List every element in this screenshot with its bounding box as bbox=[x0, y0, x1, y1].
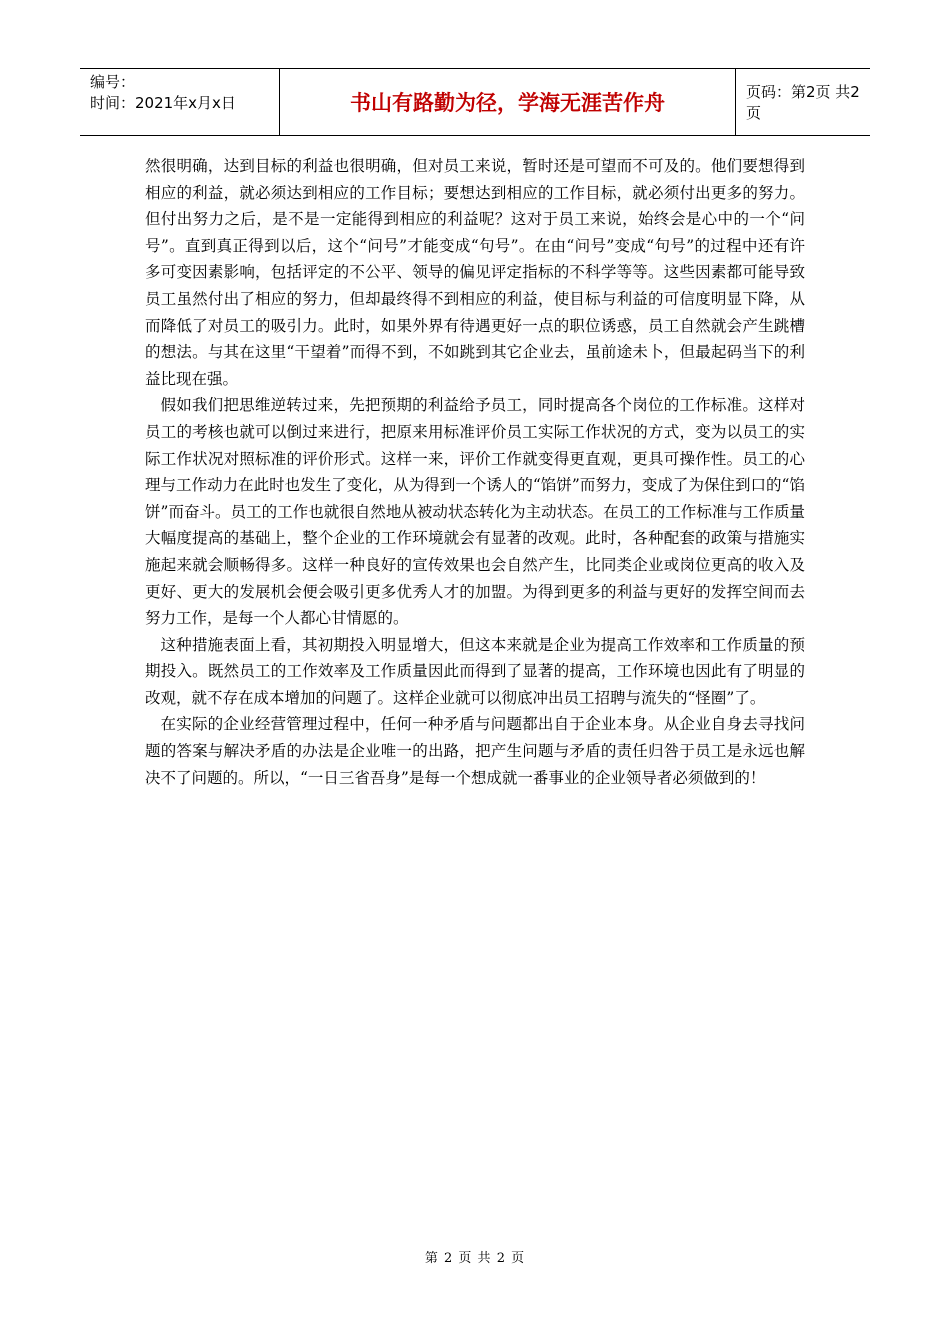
page-header bbox=[80, 68, 870, 136]
body-paragraph-3: 这种措施表面上看，其初期投入明显增大，但这本来就是企业为提高工作效率和工作质量的预期投入。既然员工的工作效率及工作质量因此而得到了显著的提高，工作环境也因此有了明显的改观，就不存在成本增加的问题了。这样企业就可以彻底冲出员工招聘与流失的“怪圈”了。 bbox=[145, 635, 805, 707]
footer-page-number: 第 2 页 共 2 页 bbox=[424, 1251, 526, 1266]
header-meta bbox=[80, 69, 280, 135]
document-date-label: 时间：2021年x月x日 bbox=[90, 94, 236, 112]
document-number-label: 编号： bbox=[90, 73, 136, 91]
document-body bbox=[145, 153, 805, 791]
body-paragraph-1: 然很明确，达到目标的利益也很明确，但对员工来说，暂时还是可望而不可及的。他们要想得到相应的利益，就必须达到相应的工作目标；要想达到相应的工作目标，就必须付出更多的努力。但付出努力之后，是不是一定能得到相应的利益呢？这对于员工来说，始终会是心中的一个“问号”。直到真正得到以后，这个“问号”才能变成“句号”。在由“问号”变成“句号”的过程中还有许多可变因素影响，包括评定的不公平、领导的偏见评定指标的不科学等等。这些因素都可能导致员工虽然付出了相应的努力，但却最终得不到相应的利益，使目标与利益的可信度明显下降，从而降低了对员工的吸引力。此时，如果外界有待遇更好一点的职位诱惑，员工自然就会产生跳槽的想法。与其在这里“干望着”而得不到，不如跳到其它企业去，虽前途未卜，但最起码当下的利益比现在强。 bbox=[145, 157, 805, 388]
header-motto: 书山有路勤为径，学海无涯苦作舟 bbox=[350, 91, 665, 115]
body-paragraph-4: 在实际的企业经营管理过程中，任何一种矛盾与问题都出自于企业本身。从企业自身去寻找问题的答案与解决矛盾的办法是企业唯一的出路，把产生问题与矛盾的责任归咎于员工是永远也解决不了问题的。所以，“一日三省吾身”是每一个想成就一番事业的企业领导者必须做到的！ bbox=[145, 715, 805, 787]
header-page-cell bbox=[736, 69, 870, 135]
header-page-label: 页码：第2页 共2页 bbox=[746, 83, 860, 122]
page-footer bbox=[0, 1247, 950, 1266]
header-motto-cell bbox=[280, 69, 736, 135]
body-paragraph-2: 假如我们把思维逆转过来，先把预期的利益给予员工，同时提高各个岗位的工作标准。这样对员工的考核也就可以倒过来进行，把原来用标准评价员工实际工作状况的方式，变为以员工的实际工作状况对照标准的评价形式。这样一来，评价工作就变得更直观，更具可操作性。员工的心理与工作动力在此时也发生了变化，从为得到一个诱人的“馅饼”而努力，变成了为保住到口的“馅饼”而奋斗。员工的工作也就很自然地从被动状态转化为主动状态。在员工的工作标准与工作质量大幅度提高的基础上，整个企业的工作环境就会有显著的改观。此时，各种配套的政策与措施实施起来就会顺畅得多。这样一种良好的宣传效果也会自然产生，比同类企业或岗位更高的收入及更好、更大的发展机会便会吸引更多优秀人才的加盟。为得到更多的利益与更好的发挥空间而去努力工作，是每一个人都心甘情愿的。 bbox=[145, 396, 805, 628]
